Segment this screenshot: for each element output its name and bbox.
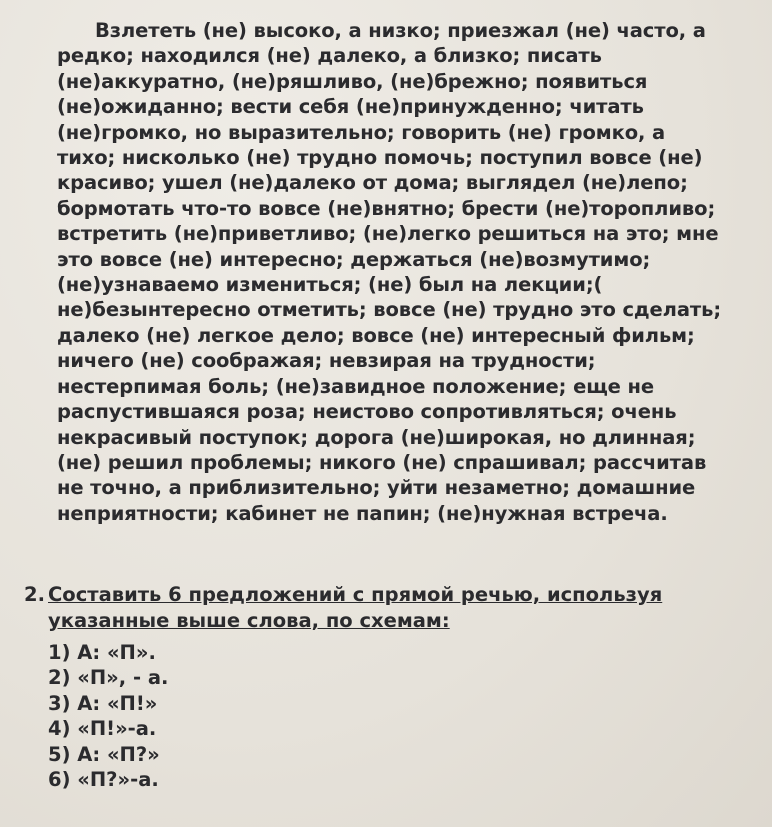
exercise-line: тихо; нисколько (не) трудно помочь; поступил вовсе (не)	[57, 146, 703, 170]
scheme-item: 1) А: «П».	[48, 641, 156, 664]
exercise-line: это вовсе (не) интересно; держаться (не)возмутимо;	[57, 247, 651, 271]
scheme-item: 4) «П!»-а.	[48, 717, 157, 741]
scheme-list	[48, 640, 168, 792]
exercise-paragraph	[57, 18, 757, 526]
scheme-item: 6) «П?»-а.	[48, 768, 159, 792]
exercise-line: (не)громко, но выразительно; говорить (не) громко, а	[57, 120, 666, 144]
exercise-line: (не)узнаваемо измениться; (не) был на лекции;(	[57, 273, 603, 297]
exercise-line: не точно, а приблизительно; уйти незаметно; домашние	[57, 476, 696, 500]
exercise-line: встретить (не)приветливо; (не)легко решиться на это; мне	[57, 222, 719, 246]
task-title: Составить 6 предложений с прямой речью, используя	[48, 583, 663, 606]
exercise-line: нестерпимая боль; (не)завидное положение; еще не	[57, 374, 654, 398]
exercise-line: ничего (не) соображая; невзирая на трудности;	[57, 349, 596, 373]
scheme-item: 2) «П», - а.	[48, 666, 169, 690]
exercise-line: некрасивый поступок; дорога (не)широкая, но длинная;	[57, 425, 696, 449]
exercise-line: Взлететь (не) высоко, а низко; приезжал (не) часто, а	[95, 19, 706, 42]
exercise-line: бормотать что-то вовсе (не)внятно; брести (не)торопливо;	[57, 196, 716, 220]
task-title-line	[24, 608, 744, 634]
exercise-line: красиво; ушел (не)далеко от дома; выглядел (не)лепо;	[57, 171, 688, 195]
scheme-item: 3) А: «П!»	[48, 691, 158, 715]
exercise-line: (не)ожиданно; вести себя (не)принужденно; читать	[57, 95, 644, 119]
exercise-line: (не)аккуратно, (не)ряшливо, (не)брежно; появиться	[57, 69, 648, 93]
exercise-line: неприятности; кабинет не папин; (не)нужная встреча.	[57, 501, 668, 525]
exercise-line: распустившаяся роза; неистово сопротивляться; очень	[57, 400, 677, 424]
task-heading	[24, 582, 744, 634]
exercise-line: далеко (не) легкое дело; вовсе (не) интересный фильм;	[57, 323, 695, 347]
exercise-line: редко; находился (не) далеко, а близко; писать	[57, 44, 602, 68]
exercise-line: не)безынтересно отметить; вовсе (не) трудно это сделать;	[57, 298, 722, 322]
scheme-item: 5) А: «П?»	[48, 742, 160, 766]
task-title-line	[24, 582, 744, 608]
task-title-continuation: указанные выше слова, по схемам:	[48, 609, 450, 632]
exercise-line: (не) решил проблемы; никого (не) спрашивал; рассчитав	[57, 450, 707, 474]
task-number: 2.	[24, 583, 45, 606]
